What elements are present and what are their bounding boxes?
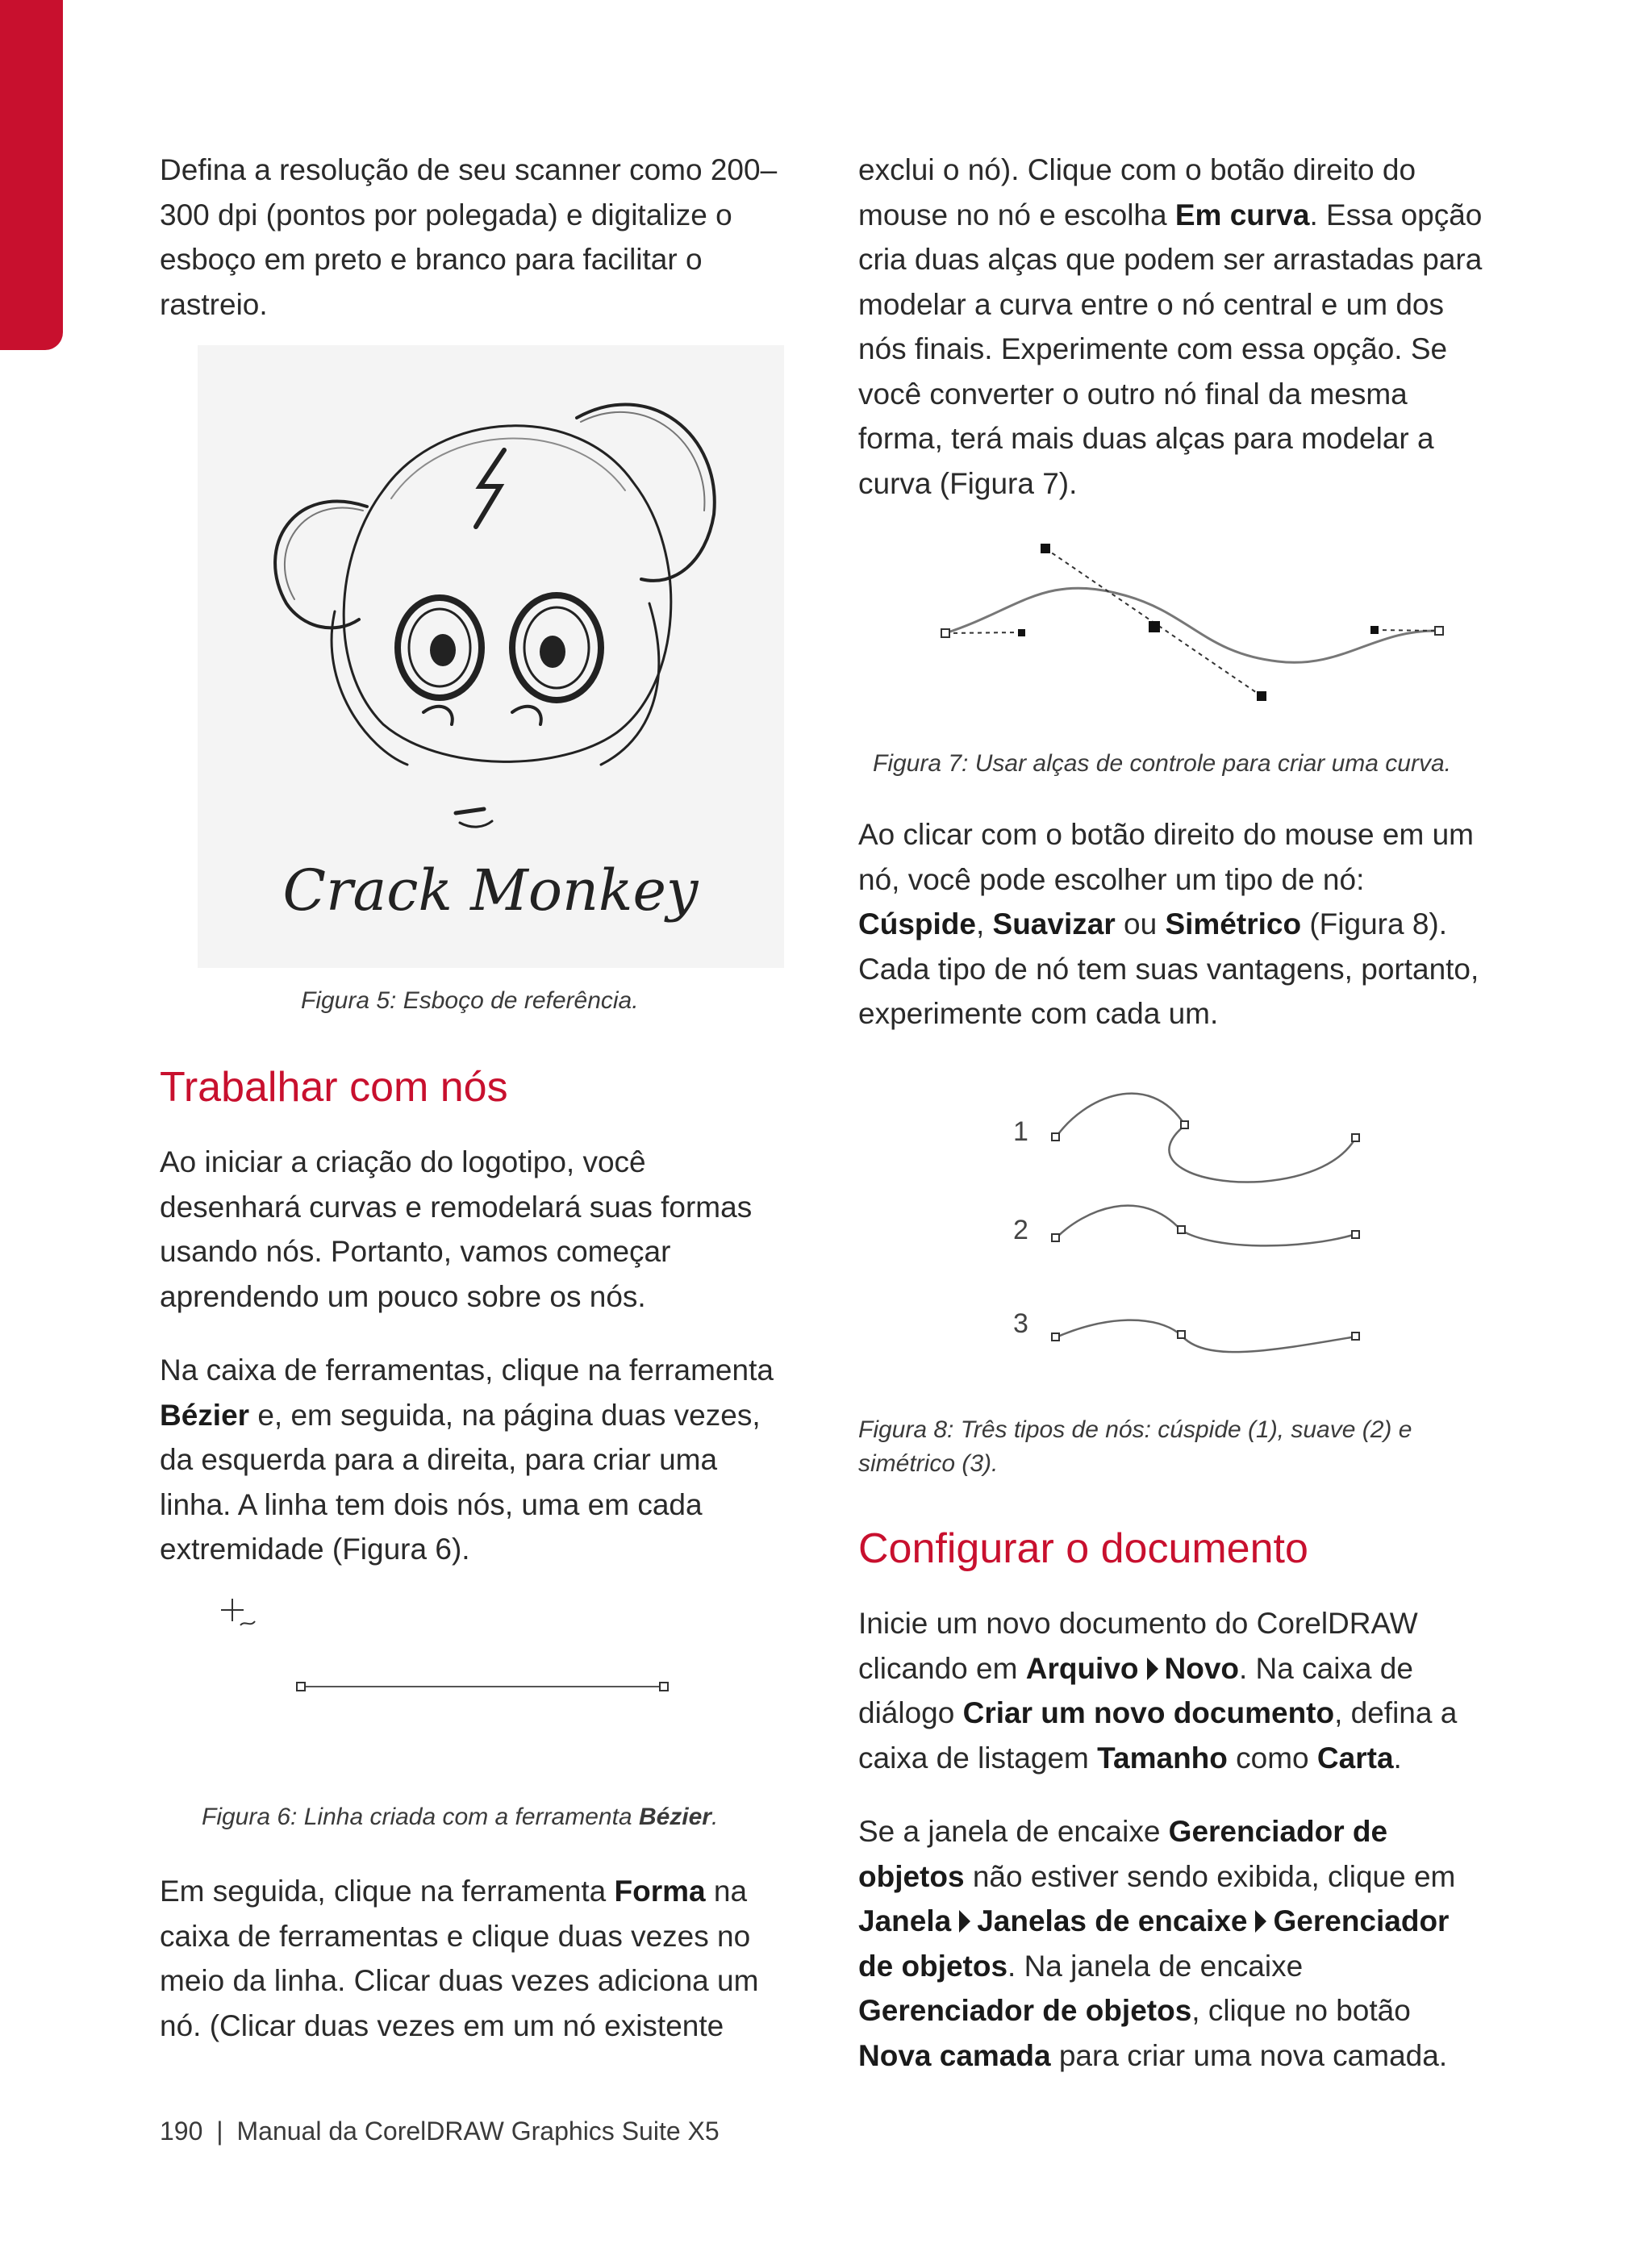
nodes-paragraph-1: Ao iniciar a criação do logotipo, você desenhará curvas e remodelará suas formas usando nós. Portanto, vamos começar aprendendo um pouco sobre os nós. bbox=[160, 1145, 753, 1313]
end-node bbox=[660, 1683, 668, 1691]
node-type-label-1: 1 bbox=[1013, 1116, 1028, 1147]
page-footer bbox=[160, 2115, 720, 2147]
intro-paragraph: Defina a resolução de seu scanner como 200– 300 dpi (pontos por polegada) e digitalize o esboço em preto e branco para facilitar o rastreio. bbox=[160, 153, 778, 321]
curve-paragraph: exclui o nó). Clique com o botão direito do mouse no nó e escolha Em curva. Essa opção cria duas alças que podem ser arrastadas para modelar a curva entre o nó central e um dos nós finais. Experimente com essa opção. Se você converter o outro nó final da mesma forma, terá mais duas alças para modelar a curva (Figura 7). bbox=[858, 153, 1483, 500]
start-node bbox=[297, 1683, 305, 1691]
reference-sketch-figure bbox=[198, 345, 784, 968]
bezier-line-figure bbox=[208, 1581, 773, 1710]
control-handles-figure bbox=[923, 532, 1471, 718]
nodes-paragraph-2: Na caixa de ferramentas, clique na ferramenta Bézier e, em seguida, na página duas vezes, da esquerda para a direita, para criar uma linha. A linha tem dois nós, uma em cada extremidade (Figura 6). bbox=[160, 1353, 774, 1566]
node-types-figure bbox=[923, 1073, 1455, 1363]
figure-8-caption: Figura 8: Três tipos de nós: cúspide (1), suave (2) e simétrico (3). bbox=[858, 1416, 1412, 1477]
object-manager-paragraph: Se a janela de encaixe Gerenciador de objetos não estiver sendo exibida, clique em Janela Janelas de encaixe Gerenciador de objetos. Na janela de encaixe Gerenciador de objetos, clique no botão Nova camada para criar uma nova camada. bbox=[858, 1815, 1456, 2072]
footer-title: Manual da CorelDRAW Graphics Suite X5 bbox=[236, 2117, 720, 2146]
node-types-paragraph: Ao clicar com o botão direito do mouse em um nó, você pode escolher um tipo de nó: Cúspide, Suavizar ou Simétrico (Figura 8). Cada tipo de nó tem suas vantagens, portanto, experimente com cada um. bbox=[858, 818, 1479, 1030]
footer-separator: | bbox=[216, 2117, 223, 2146]
nodes-paragraph-3: Em seguida, clique na ferramenta Forma na caixa de ferramentas e clique duas vezes no meio da linha. Clicar duas vezes adiciona um nó. (Clicar duas vezes em um nó existente bbox=[160, 1875, 759, 2042]
new-document-paragraph: Inicie um novo documento do CorelDRAW clicando em Arquivo Novo. Na caixa de diálogo Criar um novo documento, defina a caixa de listagem Tamanho como Carta. bbox=[858, 1607, 1458, 1775]
figure-7-caption: Figura 7: Usar alças de controle para criar uma curva. bbox=[873, 750, 1451, 777]
chapter-tab bbox=[0, 0, 63, 350]
node-type-label-2: 2 bbox=[1013, 1215, 1028, 1245]
figure-5-caption: Figura 5: Esboço de referência. bbox=[301, 987, 639, 1014]
bezier-cursor-icon bbox=[221, 1599, 255, 1625]
section-title-document: Configurar o documento bbox=[858, 1525, 1308, 1572]
section-title-nodes: Trabalhar com nós bbox=[160, 1064, 508, 1111]
page-number: 190 bbox=[160, 2117, 203, 2146]
sketch-lettering: Crack Monkey bbox=[282, 857, 699, 924]
figure-6-caption: Figura 6: Linha criada com a ferramenta Bézier. bbox=[202, 1804, 719, 1830]
menu-arrow-icon bbox=[1255, 1910, 1266, 1933]
menu-arrow-icon bbox=[959, 1910, 970, 1933]
menu-arrow-icon bbox=[1147, 1658, 1158, 1680]
node-type-label-3: 3 bbox=[1013, 1308, 1028, 1339]
